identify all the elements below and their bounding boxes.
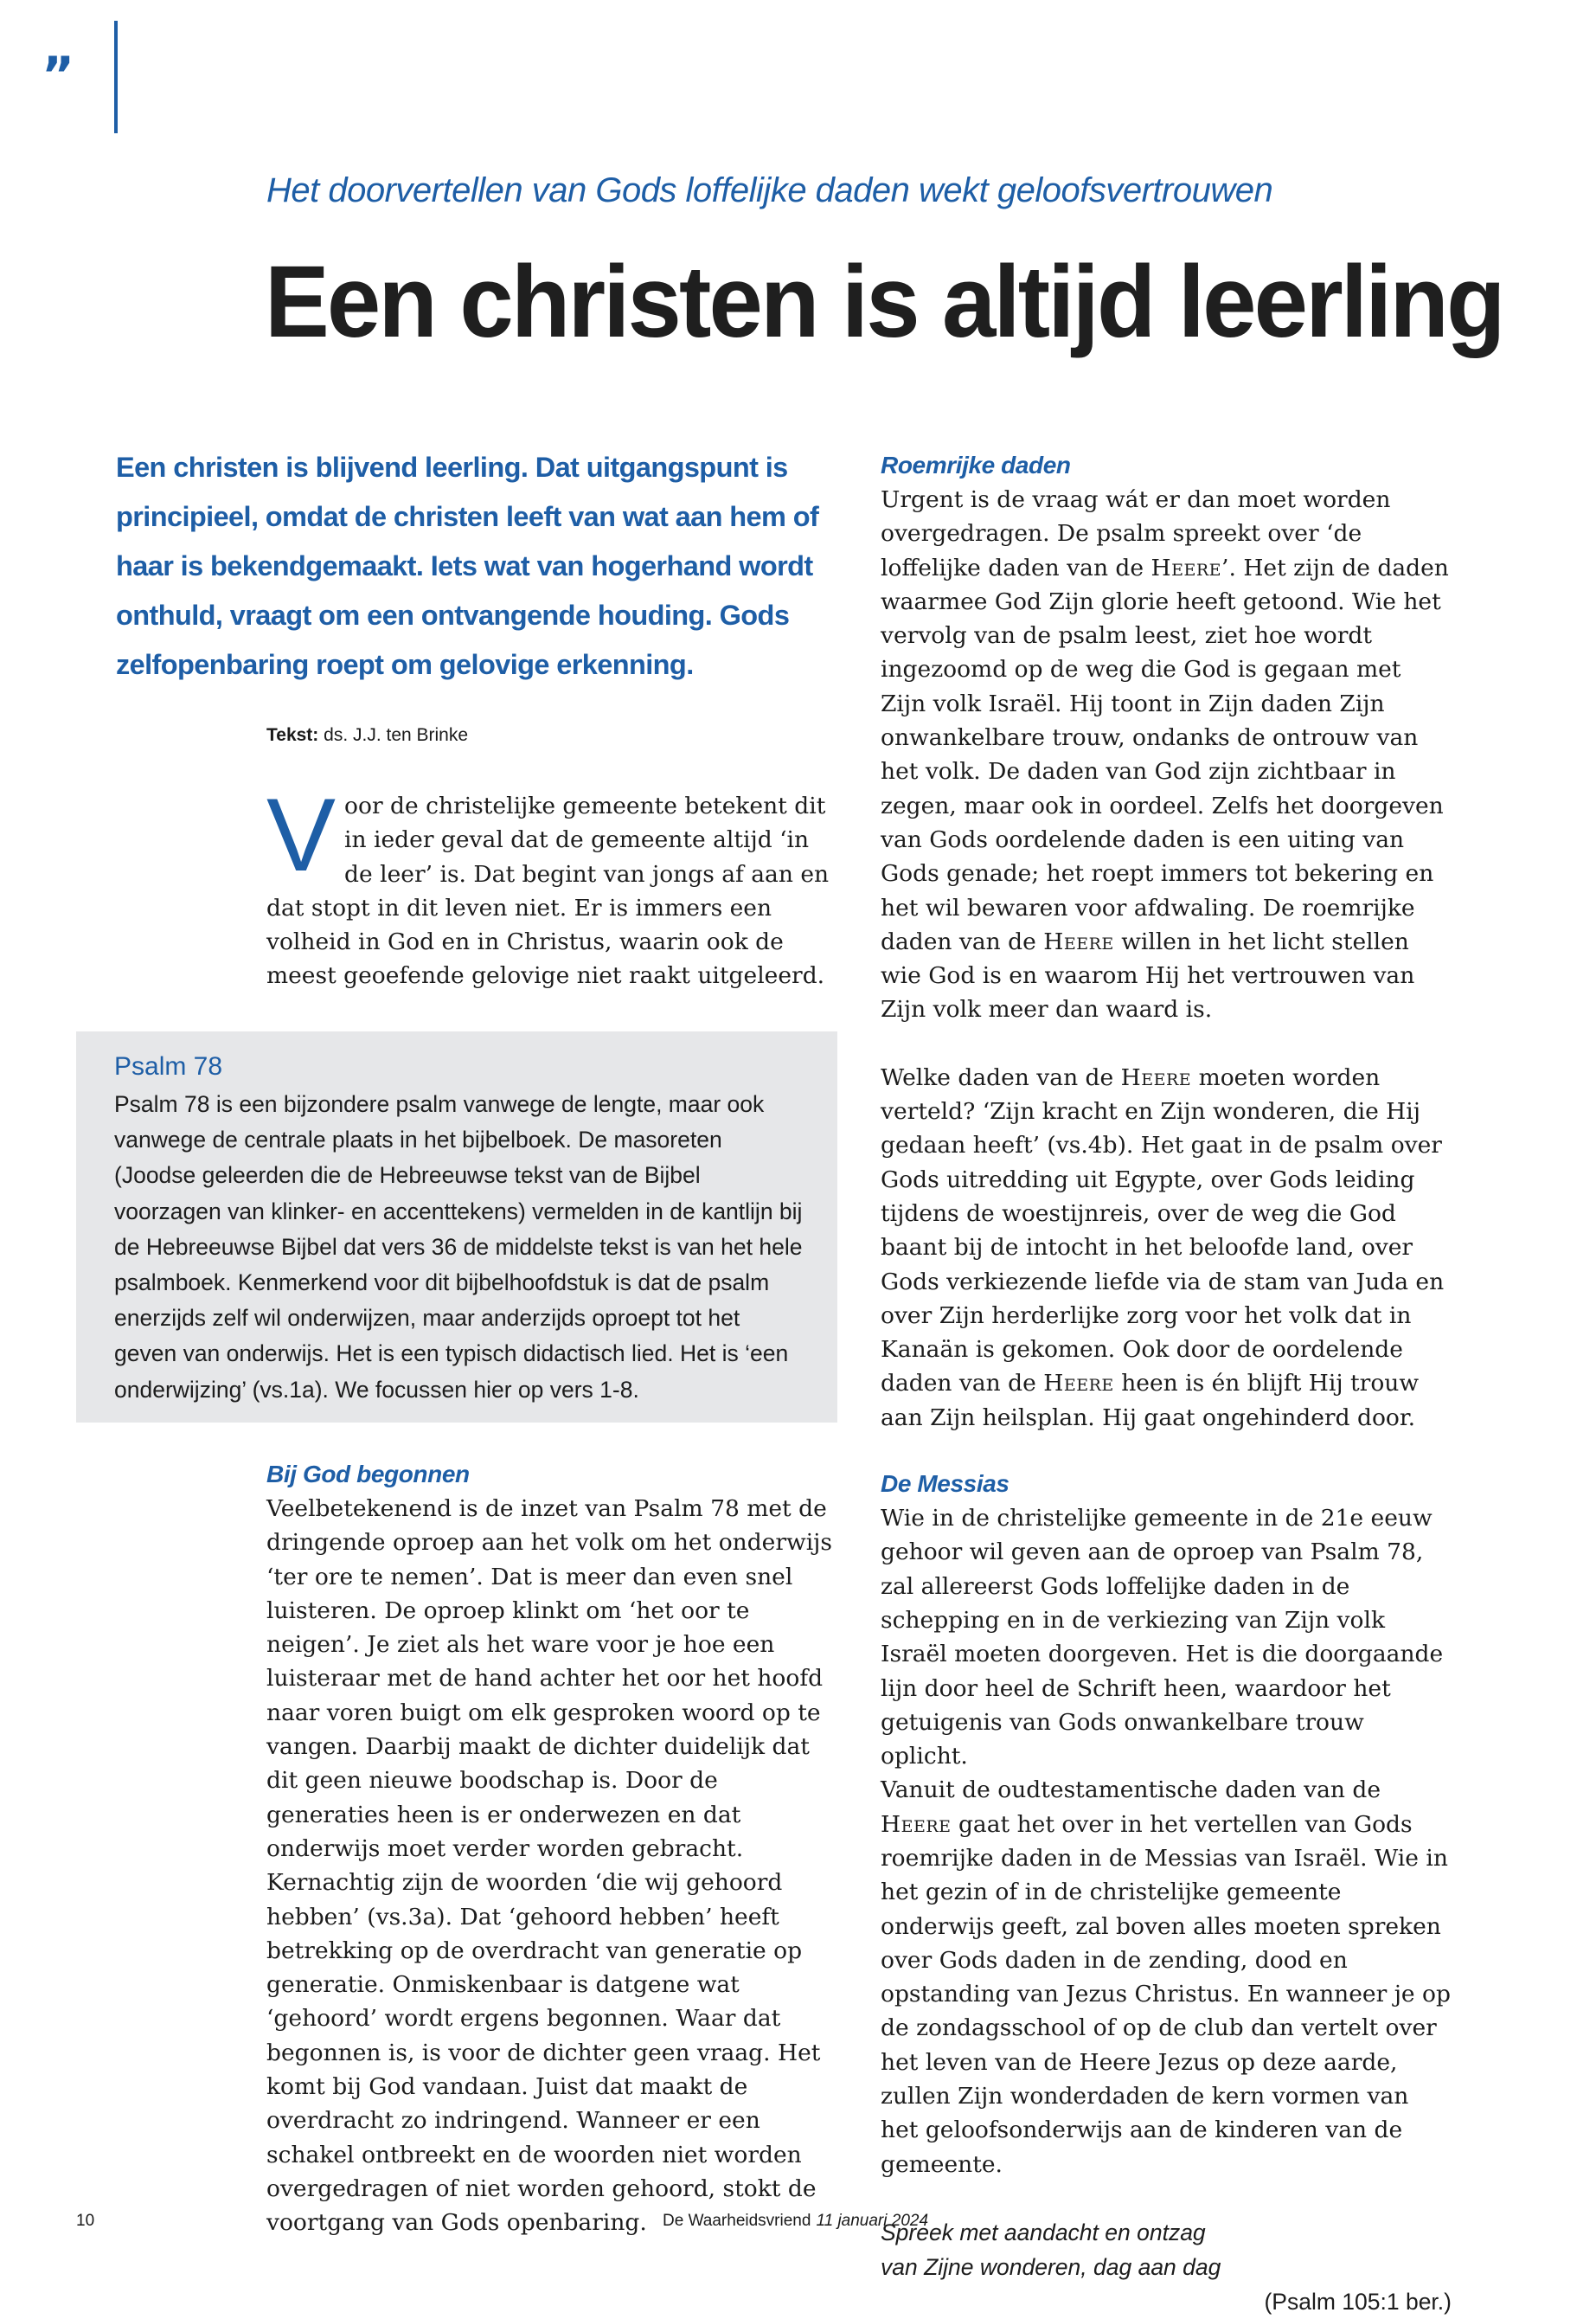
quote-mark-icon: ”	[42, 46, 75, 105]
opening-text	[266, 777, 837, 993]
opening-body: oor de christelijke gemeente betekent dit in ieder geval dat de gemeente altijd ‘in de leer’ is. Dat begint van jongs af aan en dat stopt in dit leven niet. Er is immers een volheid in God en in Christus, waarin ook de meest geoefende gelovige niet raakt uitgeleerd.	[266, 793, 830, 990]
publication-date: 11 januari 2024	[816, 2212, 929, 2230]
roemrijke-daden-paragraph-1: Urgent is de vraag wát er dan moet worden overgedragen. De psalm spreekt over ‘de loffelijke daden van de Heere’. Het zijn de daden waarmee God Zijn glorie heeft getoond. Wie het vervolg van de psalm leest, ziet hoe wordt ingezoomd op de weg die God is gegaan met Zijn volk Israël. Hij toont in Zijn daden Zijn onwankelbare trouw, ondanks de ontrouw van het volk. De daden van God zijn zichtbaar in zegen, maar ook in oordeel. Zelfs het doorgeven van Gods oordelende daden is een uiting van Gods genade; het roept immers tot bekering en het wil bewaren voor afdwaling. De roemrijke daden van de Heere willen in het licht stellen wie God is en waarom Hij het vertrouwen van Zijn volk meer dan waard is.	[881, 486, 1449, 1024]
article-intro: Een christen is blijvend leerling. Dat uitgangspunt is principieel, omdat de christen leeft van wat aan hem of haar is bekendgemaakt. Iets wat van hogerhand wordt onthuld, vraagt om een ontvangende houding. Gods zelfopenbaring roept om gelovige erkenning.	[116, 452, 819, 680]
psalm-78-sidebar	[76, 1031, 837, 1423]
verse-reference: (Psalm 105:1 ber.)	[1264, 2288, 1452, 2315]
roemrijke-daden-paragraph-2: Welke daden van de Heere moeten worden verteld? ‘Zijn kracht en Zijn wonderen, die Hij gedaan heeft’ (vs.4b). Het gaat in de psalm over Gods uitredding uit Egypte, over Gods leiding tijdens de woestijnreis, over de weg die God baant bij de intocht in het beloofde land, over Gods verkiezende liefde via de stam van Juda en over Zijn herderlijke zorg voor het volk dat in Kanaän is gekomen. Ook door de oordelende daden van de Heere heen is én blijft Hij trouw aan Zijn heilsplan. Hij gaat ongehinderd door.	[881, 1063, 1445, 1431]
section-heading: Bij God begonnen	[266, 1461, 470, 1487]
page-number: 10	[76, 2212, 95, 2230]
sidebar-title: Psalm 78	[114, 1052, 223, 1081]
header-divider	[114, 21, 118, 133]
section-heading-de-messias: De Messias	[881, 1470, 1010, 1498]
article-subtitle: Het doorvertellen van Gods loffelijke daden wekt geloofsvertrouwen	[266, 171, 1273, 209]
section-heading-roemrijke-daden: Roemrijke daden	[881, 452, 1071, 479]
messias-paragraph-1: Wie in de christelijke gemeente in de 21e eeuw gehoor wil geven aan de oproep van Psalm 78, zal allereerst Gods loffelijke daden in de schepping en in de verkiezing van Zijn volk Israël moeten doorgeven. Het is die doorgaande lijn door heel de Schrift heen, waardoor het getuigenis van Gods onwankelbare trouw oplicht.	[881, 1505, 1444, 1770]
publication-name: De Waarheidsvriend	[663, 2212, 811, 2230]
sidebar-body: Psalm 78 is een bijzondere psalm vanwege de lengte, maar ook vanwege de centrale plaats in het bijbelboek. De masoreten (Joodse geleerden die de Hebreeuwse tekst van de Bijbel voorzagen van klinker- en accenttekens) vermelden in de kantlijn bij de Hebreeuwse Bijbel dat vers 36 de middelste tekst is van het hele psalmboek. Kenmerkend voor dit bijbelhoofdstuk is dat de psalm enerzijds zelf wil onderwijzen, maar anderzijds oproept tot het geven van onderwijs. Het is een typisch didactisch lied. Het is ‘een onderwijzing’ (vs.1a). We focussen hier op vers 1-8.	[114, 1091, 803, 1403]
messias-paragraph-2: Vanuit de oudtestamentische daden van de Heere gaat het over in het vertellen van Gods roemrijke daden in de Messias van Israël. Wie in het gezin of in de christelijke gemeente onderwijs geeft, zal boven alles moeten spreken over Gods daden in de zending, dood en opstanding van Jezus Christus. En wanneer je op de zondagsschool of op de club dan vertelt over het leven van de Heere Jezus op deze aarde, zullen Zijn wonderdaden de kern vormen van het geloofsonderwijs aan de kinderen van de gemeente.	[881, 1776, 1451, 2178]
drop-cap: V	[266, 777, 337, 893]
byline	[266, 725, 468, 746]
verse-quote-line-1: Spreek met aandacht en ontzag	[881, 2219, 1206, 2245]
section-body: Veelbetekenend is de inzet van Psalm 78 met de dringende oproep aan het volk om het onderwijs ‘ter ore te nemen’. Dat is meer dan even snel luisteren. De oproep klinkt om ‘het oor te neigen’. Je ziet als het ware voor je hoe een luisteraar met de hand achter het oor het hoofd naar voren buigt om elk gesproken woord op te vangen. Daarbij maakt de dichter duidelijk dat dit geen nieuwe boodschap is. Door de generaties heen is er onderwezen en dat onderwijs moet verder worden gebracht. Kernachtig zijn de woorden ‘die wij gehoord hebben’ (vs.3a). Dat ‘gehoord hebben’ heeft betrekking op de overdracht van generatie op generatie. Onmiskenbaar is datgene wat ‘gehoord’ wordt ergens begonnen. Waar dat begonnen is, is voor de dichter geen vraag. Het komt bij God vandaan. Juist dat maakt de overdracht zo indringend. Wanneer er een schakel ontbreekt en de woorden niet worden overgedragen of niet worden gehoord, stokt de voortgang van Gods openbaring.	[266, 1495, 832, 2237]
section-bij-god-begonnen	[266, 1459, 837, 2240]
byline-author: ds. J.J. ten Brinke	[324, 725, 469, 745]
verse-quote-line-2: van Zijne wonderen, dag aan dag	[881, 2253, 1221, 2280]
right-column	[881, 450, 1452, 2319]
opening-paragraph	[266, 777, 837, 993]
article-title: Een christen is altijd leerling	[265, 245, 1503, 359]
byline-label: Tekst:	[266, 725, 319, 745]
footer-publication	[663, 2212, 928, 2231]
